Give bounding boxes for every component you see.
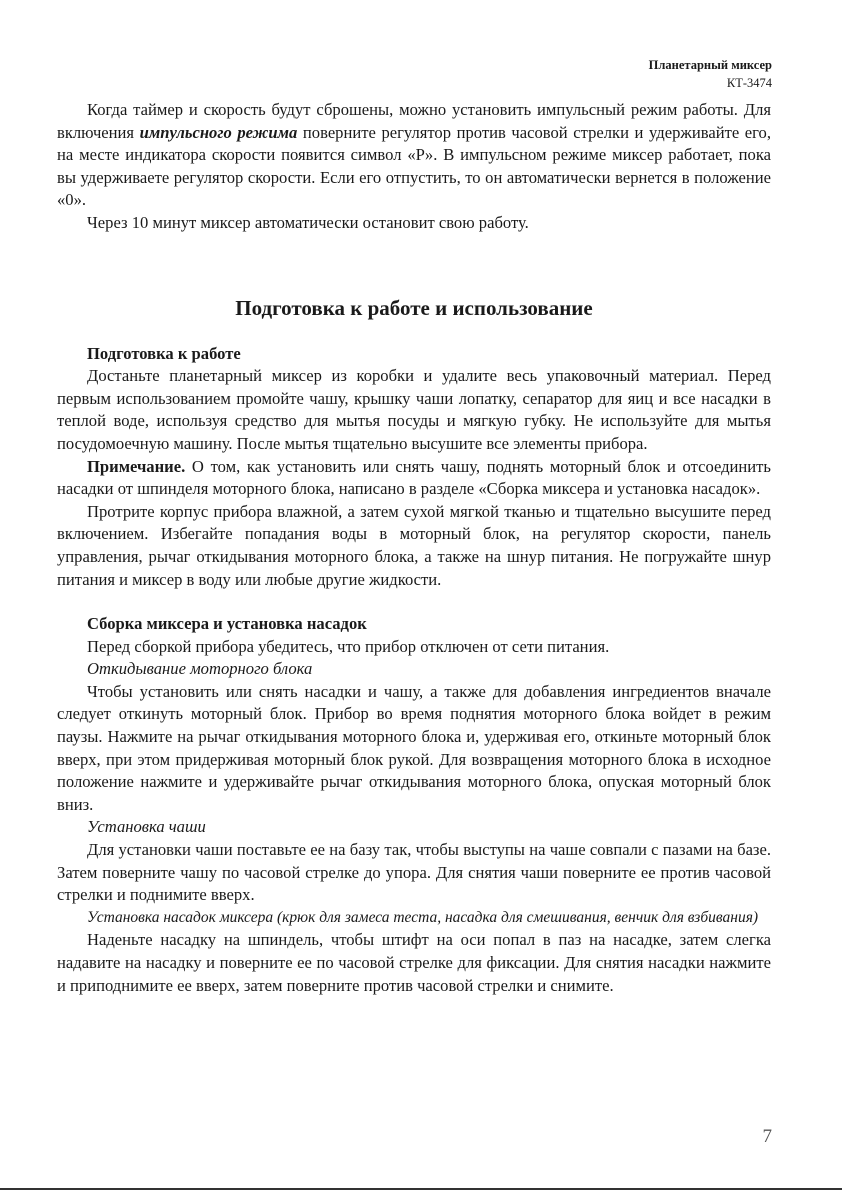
page-content (57, 99, 771, 997)
prep-paragraph-clean: Протрите корпус прибора влажной, а затем сухой мягкой тканью и тщательно высушите перед включением. Избегайте попадания воды в моторный блок, на регулятор скорости, панель управления, рычаг откидывания моторного блока, а также на шнур питания. Не погружайте шнур питания и миксер в воду или любые другие жидкости. (57, 501, 771, 589)
bottom-rule (0, 1188, 842, 1190)
prep-paragraph-note (57, 456, 771, 501)
page-number: 7 (762, 1126, 772, 1147)
spacer (57, 591, 771, 613)
assembly-paragraph-unplug: Перед сборкой прибора убедитесь, что прибор отключен от сети питания. (87, 636, 610, 656)
assembly-subheading-attachments: Установка насадок миксера (крюк для замеса теста, насадка для смешивания, венчик для взбивания) (87, 908, 759, 926)
assembly-paragraph-motor: Чтобы установить или снять насадки и чашу, а также для добавления ингредиентов вначале следует откинуть моторный блок. Прибор во время поднятия моторного блока войдет в режим паузы. Нажмите на рычаг откидывания моторного блока и, удерживая его, откиньте моторный блок вверх, при этом придерживая моторный блок рукой. Для возвращения моторного блока в исходное положение нажмите и удерживайте рычаг откидывания моторного блока, опуская моторный блок вниз. (57, 681, 771, 814)
header-model: КТ-3474 (726, 76, 772, 90)
intro-paragraph-pulse (57, 99, 771, 212)
prep-paragraph-unpack: Достаньте планетарный миксер из коробки и удалите весь упаковочный материал. Перед первым использованием промойте чашу, крышку чаши лопатку, сепаратор для яиц и все насадки в теплой воде, используя средство для мытья посуды и мягкую губку. Не используйте для мытья посудомоечную машину. После мытья тщательно высушите все элементы прибора. (57, 366, 771, 453)
header-title: Планетарный миксер (648, 58, 772, 72)
prep-heading: Подготовка к работе (87, 343, 241, 363)
pulse-mode-term: импульсного режима (139, 122, 298, 142)
page-header (649, 56, 772, 92)
note-label: Примечание. (87, 456, 186, 476)
intro-text-a: Когда таймер и скорость будут сброшены, можно установить импульсный режим работы. Для включения (57, 100, 771, 142)
assembly-paragraph-attachments: Наденьте насадку на шпиндель, чтобы штифт на оси попал в паз на насадке, затем слегка надавите на насадку и поверните ее по часовой стрелке для фиксации. Для снятия насадки нажмите и приподнимите ее вверх, затем поверните против часовой стрелки и снимите. (57, 930, 771, 995)
note-text: О том, как установить или снять чашу, поднять моторный блок и отсоединить насадки от шпинделя моторного блока, написано в разделе «Сборка миксера и установка насадок». (57, 456, 771, 499)
assembly-subheading-motor: Откидывание моторного блока (87, 659, 313, 679)
section-title: Подготовка к работе и использование (235, 295, 593, 320)
assembly-subheading-bowl: Установка чаши (87, 817, 206, 837)
intro-text-b: поверните регулятор против часовой стрелки и удерживайте его, на месте индикатора скорости появится символ «P». В импульсном режиме миксер работает, пока вы удерживаете регулятор скорости. Если его отпустить, то он автоматически вернется в положение «0». (57, 122, 771, 210)
assembly-heading: Сборка миксера и установка насадок (87, 614, 367, 634)
intro-paragraph-timer: Через 10 минут миксер автоматически остановит свою работу. (87, 212, 529, 232)
assembly-paragraph-bowl: Для установки чаши поставьте ее на базу так, чтобы выступы на чаше совпали с пазами на базе. Затем поверните чашу по часовой стрелке до упора. Для снятия чаши поверните ее против часовой стрелки и поднимите вверх. (57, 840, 771, 905)
